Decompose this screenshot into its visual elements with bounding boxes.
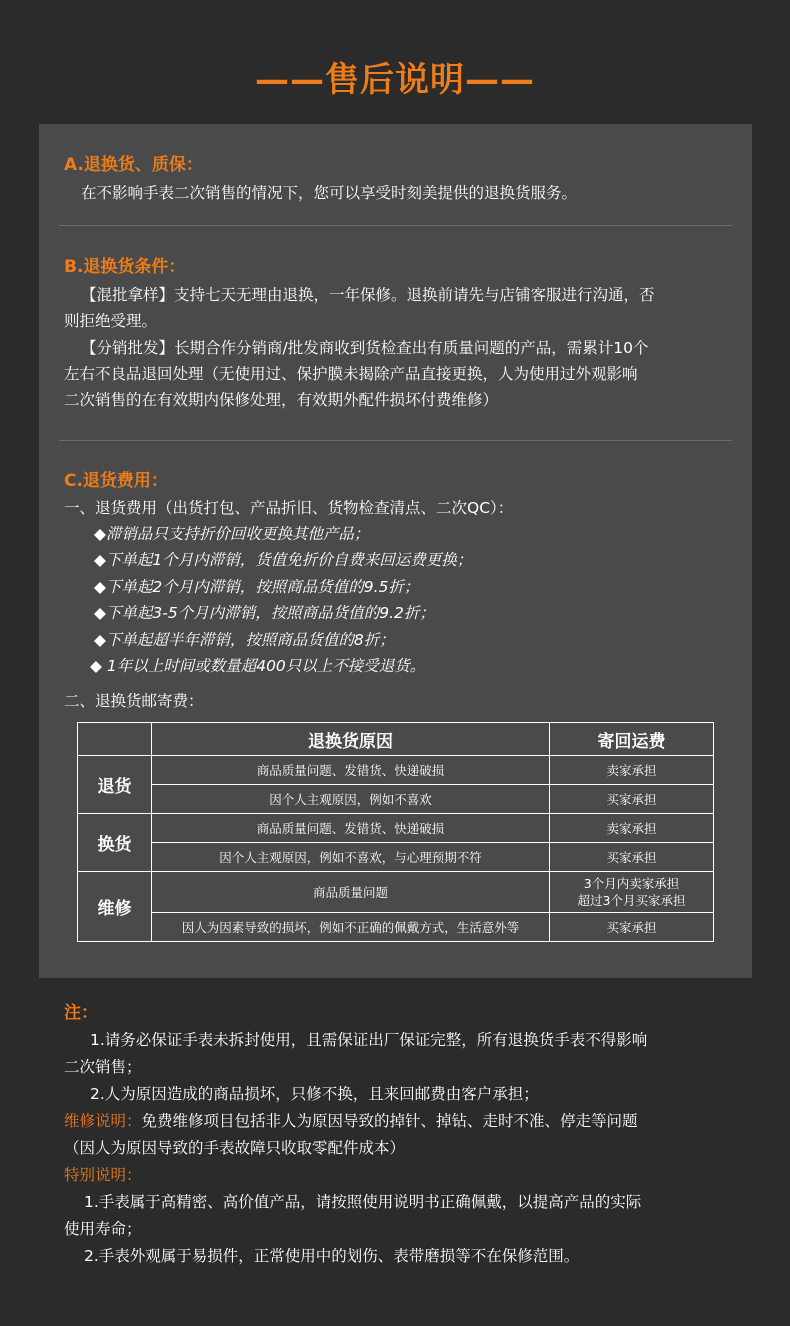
reason-cell: 商品质量问题、发错货、快递破损 bbox=[152, 814, 550, 843]
section-b-paragraph bbox=[64, 282, 744, 413]
section-a-text: 在不影响手表二次销售的情况下，您可以享受时刻美提供的退换货服务。 bbox=[81, 184, 578, 202]
fee-cell: 买家承担 bbox=[550, 785, 714, 814]
section-b-line: 左右不良品退回处理（无使用过、保护膜未揭除产品直接更换，人为使用过外观影响 bbox=[64, 365, 638, 383]
fee-bullet: ◆ 1年以上时间或数量超400只以上不接受退货。 bbox=[90, 657, 426, 675]
section-b-line: 【混批拿样】支持七天无理由退换，一年保修。退换前请先与店铺客服进行沟通，否 bbox=[81, 286, 655, 304]
note-line: 1.手表属于高精密、高价值产品，请按照使用说明书正确佩戴，以提高产品的实际 bbox=[84, 1193, 642, 1211]
reason-cell: 因个人主观原因，例如不喜欢 bbox=[152, 785, 550, 814]
fee-bullet: ◆下单起1个月内滞销，货值免折价自费来回运费更换； bbox=[94, 551, 473, 569]
note-line: 1.请务必保证手表未拆封使用，且需保证出厂保证完整，所有退换货手表不得影响 bbox=[90, 1031, 648, 1049]
category-exchange: 换货 bbox=[78, 814, 152, 872]
notes-heading: 注： bbox=[64, 1003, 98, 1023]
fee-cell: 卖家承担 bbox=[550, 814, 714, 843]
divider bbox=[59, 225, 732, 226]
repair-note bbox=[64, 1108, 744, 1135]
table-header-fee: 寄回运费 bbox=[550, 723, 714, 756]
note-line: 二次销售； bbox=[64, 1058, 142, 1076]
reason-cell: 商品质量问题 bbox=[152, 872, 550, 913]
divider bbox=[59, 440, 732, 441]
notes-section bbox=[64, 998, 744, 1270]
policy-panel bbox=[39, 124, 752, 978]
page-title: ——售后说明—— bbox=[255, 60, 535, 100]
reason-cell: 因个人主观原因，例如不喜欢，与心理预期不符 bbox=[152, 843, 550, 872]
reason-cell: 因人为因素导致的损坏，例如不正确的佩戴方式，生活意外等 bbox=[152, 913, 550, 942]
postage-title: 二、退换货邮寄费： bbox=[64, 692, 204, 710]
fee-bullet: ◆下单起3-5个月内滞销，按照商品货值的9.2折； bbox=[94, 604, 435, 622]
table-header-reason: 退换货原因 bbox=[152, 723, 550, 756]
section-b-line: 则拒绝受理。 bbox=[64, 312, 158, 330]
category-return: 退货 bbox=[78, 756, 152, 814]
section-b-line: 二次销售的在有效期内保修处理，有效期外配件损坏付费维修） bbox=[64, 391, 499, 409]
section-b-line: 【分销批发】长期合作分销商/批发商收到货检查出有质量问题的产品，需累计10个 bbox=[81, 339, 649, 357]
note-line: 使用寿命； bbox=[64, 1220, 142, 1238]
fee-title: 一、退货费用（出货打包、产品折旧、货物检查清点、二次QC）： bbox=[64, 499, 514, 517]
repair-text: 免费维修项目包括非人为原因导致的掉针、掉钻、走时不准、停走等问题 bbox=[141, 1112, 638, 1130]
note-line: 2.手表外观属于易损件，正常使用中的划伤、表带磨损等不在保修范围。 bbox=[84, 1247, 580, 1265]
table-header-blank bbox=[78, 723, 152, 756]
section-a-heading: A.退换货、质保： bbox=[64, 155, 203, 175]
fee-line: 3个月内卖家承担 bbox=[583, 876, 680, 891]
category-repair: 维修 bbox=[78, 872, 152, 942]
section-b-heading: B.退换货条件： bbox=[64, 257, 186, 277]
fee-bullet: ◆下单起2个月内滞销，按照商品货值的9.5折； bbox=[94, 578, 420, 596]
fee-cell bbox=[550, 872, 714, 913]
special-label: 特别说明： bbox=[64, 1166, 142, 1184]
fee-cell: 买家承担 bbox=[550, 913, 714, 942]
reason-cell: 商品质量问题、发错货、快递破损 bbox=[152, 756, 550, 785]
postage-table bbox=[77, 722, 714, 942]
repair-label: 维修说明： bbox=[64, 1112, 142, 1130]
fee-bullet: ◆滞销品只支持折价回收更换其他产品； bbox=[94, 525, 370, 543]
fee-cell: 卖家承担 bbox=[550, 756, 714, 785]
section-c-heading: C.退货费用： bbox=[64, 471, 168, 491]
fee-line: 超过3个月买家承担 bbox=[577, 893, 686, 908]
note-line: （因人为原因导致的手表故障只收取零配件成本） bbox=[64, 1139, 406, 1157]
fee-cell: 买家承担 bbox=[550, 843, 714, 872]
note-line: 2.人为原因造成的商品损坏，只修不换，且来回邮费由客户承担； bbox=[90, 1085, 539, 1103]
fee-bullet: ◆下单起超半年滞销，按照商品货值的8折； bbox=[94, 631, 395, 649]
